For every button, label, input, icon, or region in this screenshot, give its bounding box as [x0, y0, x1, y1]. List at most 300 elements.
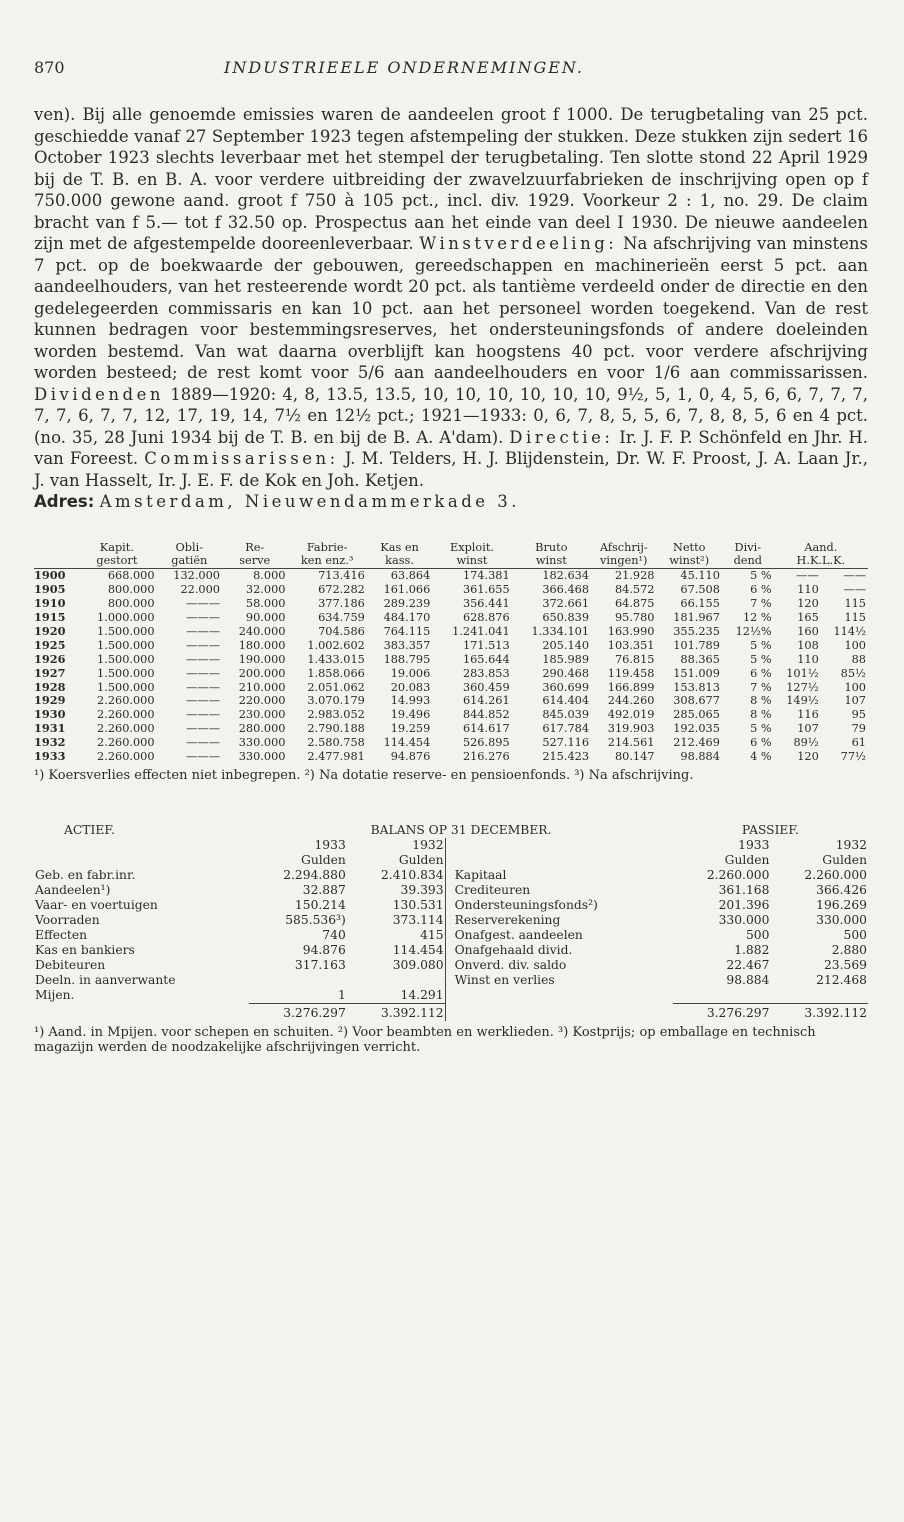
table-row: [34, 722, 868, 736]
table-cell: 114½: [833, 624, 866, 638]
table-cell: 1.241.041: [452, 624, 510, 638]
table-cell: 66.155: [680, 597, 720, 611]
table-cell: 8.000: [253, 569, 286, 583]
table-cell: 108: [797, 638, 819, 652]
table-cell: 614.617: [462, 722, 510, 736]
table-cell: 90.000: [245, 611, 286, 625]
passief-label: Crediteuren: [454, 883, 531, 897]
row-year: 1920: [34, 623, 66, 638]
actief-value-1932: [347, 973, 445, 988]
table-cell: 192.035: [673, 722, 720, 736]
stats-header-3: Re-: [245, 540, 265, 554]
stats-subheader-6: winst: [432, 554, 511, 568]
table-row: [34, 708, 868, 722]
table-cell: 360.459: [462, 680, 510, 694]
table-cell: 110: [797, 583, 819, 597]
passief-label: Ondersteuningsfonds²): [454, 898, 598, 912]
table-cell: 355.235: [673, 624, 720, 638]
stats-header-11: Aand.: [804, 540, 838, 554]
stats-subheader-11: H.K.L.K.: [774, 554, 868, 568]
table-cell: 79: [851, 722, 866, 736]
balance-row: [34, 988, 868, 1004]
table-cell: 120: [797, 750, 819, 764]
table-cell: 61: [851, 736, 866, 750]
row-year: 1933: [34, 749, 66, 764]
stats-subheader-4: ken enz.³: [287, 554, 366, 568]
passief-value-1932: 500: [843, 928, 867, 942]
actief-value-1933: 94.876: [302, 943, 346, 957]
table-cell: 182.634: [542, 569, 590, 583]
passief-total-1933: 3.276.297: [673, 1004, 771, 1022]
table-cell: 330.000: [238, 736, 286, 750]
row-year: 1900: [34, 568, 66, 583]
table-cell: 3.070.179: [307, 694, 365, 708]
table-cell: 844.852: [462, 708, 510, 722]
table-cell: 5 %: [750, 569, 772, 583]
row-year: 1925: [34, 637, 66, 652]
table-cell: 2.260.000: [97, 708, 155, 722]
row-year: 1926: [34, 651, 66, 666]
passief-value-1933: 98.884: [726, 973, 770, 987]
table-cell: 2.580.758: [307, 736, 365, 750]
table-cell: 80.147: [614, 750, 655, 764]
actief-value-1933: [249, 973, 347, 988]
emission-text: ven). Bij alle genoemde emissies waren de aandeelen groot f 1000. De terugbetaling van 25 pct. geschiedde vanaf 27 September 1923 tegen afstempeling der stukken. Deze stukken zijn sedert 16 October 1923 slechts leverbaar met het stempel der terugbetaling. Ten slotte stond 22 April 1929 bij de T. B. en B. A. voor verdere uitbreiding der zwavelzuurfabrieken de inschrijving open op f 750.000 gewone aand. groot f 750 à 105 pct., incl. div. 1929. Voorkeur 2 : 1, no. 29. De claim bracht van f 5.— tot f 32.50 op. Prospectus aan het einde van deel I 1930. De nieuwe aandeelen zijn met de afgestempelde dooreenleverbaar.: [34, 105, 868, 253]
table-cell: 6 %: [750, 666, 772, 680]
table-cell: 356.441: [462, 597, 510, 611]
row-year: 1915: [34, 610, 66, 625]
table-cell: 2.260.000: [97, 750, 155, 764]
passief-label: Reserverekening: [454, 913, 561, 927]
stats-header-5: Kas en: [380, 540, 419, 554]
stats-subheader-0: [34, 554, 77, 568]
passief-year-1933: 1933: [738, 838, 770, 852]
actief-year-1933: 1933: [314, 838, 346, 852]
table-cell: 319.903: [607, 722, 655, 736]
table-cell: 215.423: [542, 750, 590, 764]
table-cell: 166.899: [607, 680, 655, 694]
table-row: [34, 750, 868, 764]
passief-value-1932: 196.269: [816, 898, 867, 912]
passief-value-1933: 500: [745, 928, 770, 942]
passief-year-1932: 1932: [835, 838, 867, 852]
table-cell: 377.186: [318, 597, 365, 611]
stats-header-row-1: [34, 541, 868, 555]
balance-row: [34, 928, 868, 943]
row-year: 1928: [34, 679, 66, 694]
table-cell: 14.993: [390, 694, 431, 708]
financial-statistics-table: [34, 541, 868, 765]
table-cell: 116: [797, 708, 819, 722]
table-cell: 283.853: [462, 666, 510, 680]
table-cell: 526.895: [462, 736, 510, 750]
table-cell: 100: [844, 680, 866, 694]
table-cell: 240.000: [238, 624, 286, 638]
table-cell: 89½: [793, 736, 819, 750]
table-cell: 19.496: [390, 708, 431, 722]
stats-header-2: Obli-: [175, 540, 204, 554]
row-year: 1910: [34, 596, 66, 611]
table-cell: 1.500.000: [97, 680, 155, 694]
actief-value-1933: 740: [322, 928, 346, 942]
table-cell: ———: [186, 666, 220, 680]
table-cell: 21.928: [614, 569, 655, 583]
table-cell: 527.116: [542, 736, 590, 750]
table-cell: 1.500.000: [97, 666, 155, 680]
stats-header-1: Kapit.: [99, 540, 134, 554]
table-cell: 188.795: [383, 652, 431, 666]
table-cell: ———: [186, 694, 220, 708]
table-cell: 45.110: [680, 569, 720, 583]
table-cell: 1.000.000: [97, 611, 155, 625]
table-cell: ———: [186, 750, 220, 764]
table-cell: 5 %: [750, 722, 772, 736]
directie-text: Ir. J. F. P. Schönfeld en Jhr. H. van Foreest.: [34, 427, 868, 468]
stats-subheader-7: winst: [512, 554, 591, 568]
table-cell: 181.967: [673, 611, 720, 625]
stats-subheader-1: gestort: [77, 554, 156, 568]
table-cell: 1.500.000: [97, 652, 155, 666]
table-cell: 845.039: [542, 708, 590, 722]
table-cell: 492.019: [607, 708, 655, 722]
row-year: 1905: [34, 582, 66, 597]
table-cell: 160: [797, 624, 819, 638]
table-row: [34, 639, 868, 653]
table-cell: ———: [186, 611, 220, 625]
row-year: 1927: [34, 665, 66, 680]
table-cell: 19.006: [390, 666, 431, 680]
table-cell: 101½: [786, 666, 819, 680]
table-cell: 88: [851, 652, 866, 666]
table-cell: 634.759: [318, 611, 365, 625]
row-year: 1932: [34, 735, 66, 750]
table-cell: 220.000: [238, 694, 286, 708]
table-cell: 94.876: [390, 750, 431, 764]
table-cell: 63.864: [390, 569, 431, 583]
table-cell: 2.051.062: [307, 680, 365, 694]
table-cell: 2.983.052: [307, 708, 365, 722]
actief-year-1932: 1932: [412, 838, 444, 852]
balance-sheet-table: [34, 823, 868, 1021]
table-cell: 95.780: [614, 611, 655, 625]
table-cell: 101.789: [673, 638, 720, 652]
table-cell: 290.468: [542, 666, 590, 680]
table-cell: ——: [843, 583, 866, 597]
balance-total-row: [34, 1004, 868, 1022]
table-cell: 800.000: [107, 597, 155, 611]
table-cell: 383.357: [383, 638, 431, 652]
table-cell: 2.260.000: [97, 736, 155, 750]
table-row: [34, 583, 868, 597]
actief-total-1932: 3.392.112: [347, 1004, 445, 1022]
table-cell: ———: [186, 652, 220, 666]
table-cell: 84.572: [614, 583, 655, 597]
actief-label: Kas en bankiers: [35, 943, 135, 957]
table-cell: 230.000: [238, 708, 286, 722]
table-cell: 98.884: [680, 750, 720, 764]
passief-value-1932: 212.468: [816, 973, 867, 987]
table-cell: 6 %: [750, 736, 772, 750]
table-row: [34, 569, 868, 583]
table-cell: 7 %: [750, 597, 772, 611]
actief-value-1932: 130.531: [392, 898, 444, 912]
stats-header-0: [34, 541, 77, 555]
commissarissen-text: J. M. Telders, H. J. Blijdenstein, Dr. W. F. Proost, J. A. Laan Jr., J. van Hasselt, Ir. J. E. F. de Kok en Joh. Ketjen.: [34, 449, 868, 490]
passief-value-1932: 366.426: [816, 883, 867, 897]
table-cell: 628.876: [462, 611, 510, 625]
table-cell: 20.083: [390, 680, 431, 694]
passief-value-1933: 2.260.000: [706, 868, 770, 882]
passief-label: Winst en verlies: [454, 973, 555, 987]
balance-row: [34, 973, 868, 988]
balance-row: [34, 958, 868, 973]
table-row: [34, 625, 868, 639]
table-cell: 151.009: [673, 666, 720, 680]
table-cell: 85½: [840, 666, 866, 680]
directie-label: Directie:: [509, 427, 614, 447]
table-cell: 1.433.015: [307, 652, 365, 666]
dividenden-label: Dividenden: [34, 384, 165, 404]
table-cell: 361.655: [462, 583, 510, 597]
table-cell: 212.469: [673, 736, 720, 750]
table-cell: 132.000: [173, 569, 220, 583]
stats-subheader-5: kass.: [367, 554, 432, 568]
actief-label: Geb. en fabr.inr.: [35, 868, 136, 882]
table-cell: ———: [186, 736, 220, 750]
table-cell: ——: [843, 569, 866, 583]
table-cell: 668.000: [107, 569, 155, 583]
stats-header-7: Bruto: [535, 540, 568, 554]
table-cell: ———: [186, 708, 220, 722]
table-cell: 174.381: [462, 569, 510, 583]
stats-subheader-10: dend: [722, 554, 774, 568]
stats-header-row-2: [34, 554, 868, 568]
table-cell: ———: [186, 597, 220, 611]
table-cell: 614.404: [542, 694, 590, 708]
commissarissen-label: Commissarissen:: [144, 449, 339, 468]
actief-value-1932: 373.114: [392, 913, 444, 927]
passief-label: Onafgehaald divid.: [454, 943, 573, 957]
passief-value-1932: 23.569: [823, 958, 867, 972]
stats-header-8: Afschrij-: [599, 540, 648, 554]
passief-label: Onafgest. aandeelen: [454, 928, 583, 942]
table-row: [34, 681, 868, 695]
table-cell: 650.839: [542, 611, 590, 625]
table-cell: 19.259: [390, 722, 431, 736]
actief-label: Voorraden: [35, 913, 100, 927]
table-cell: 1.500.000: [97, 624, 155, 638]
actief-value-1933: 150.214: [294, 898, 346, 912]
table-cell: 372.661: [542, 597, 590, 611]
table-cell: 114.454: [383, 736, 431, 750]
passief-value-1933: [673, 988, 771, 1004]
actief-value-1932: 14.291: [400, 988, 444, 1002]
table-cell: 107: [844, 694, 866, 708]
table-cell: 180.000: [238, 638, 286, 652]
table-cell: 308.677: [673, 694, 720, 708]
passief-value-1932: 330.000: [816, 913, 867, 927]
stats-header-10: Divi-: [734, 540, 762, 554]
table-cell: 76.815: [614, 652, 655, 666]
table-cell: 7 %: [750, 680, 772, 694]
balance-sheet-body: [34, 823, 868, 1021]
passief-value-1932: [770, 988, 868, 1004]
table-cell: 214.561: [607, 736, 655, 750]
actief-value-1932: 309.080: [392, 958, 444, 972]
page-header: [34, 58, 868, 90]
table-cell: 77½: [840, 750, 866, 764]
balance-row: [34, 883, 868, 898]
actief-total-1933: 3.276.297: [249, 1004, 347, 1022]
table-cell: 280.000: [238, 722, 286, 736]
passief-value-1932: 2.260.000: [804, 868, 867, 882]
balance-footnotes: ¹) Aand. in Mpijen. voor schepen en schuiten. ²) Voor beambten en werklieden. ³) Kostprijs; op emballage en technisch magazijn werden de noodzakelijke afschrijvingen verricht.: [34, 1025, 816, 1055]
table-cell: 672.282: [318, 583, 365, 597]
balance-unit-row: [34, 853, 868, 868]
table-cell: 153.813: [673, 680, 720, 694]
table-cell: 360.699: [542, 680, 590, 694]
actief-value-1933: 317.163: [294, 958, 346, 972]
table-cell: ———: [186, 624, 220, 638]
table-cell: 289.239: [383, 597, 431, 611]
table-cell: 12½%: [735, 624, 772, 638]
passief-value-1933: 361.168: [718, 883, 770, 897]
passief-value-1933: 330.000: [718, 913, 770, 927]
table-cell: 120: [797, 597, 819, 611]
table-cell: 119.458: [607, 666, 655, 680]
row-year: 1931: [34, 721, 66, 736]
balance-year-row: [34, 838, 868, 853]
company-description: [34, 104, 868, 513]
table-cell: 210.000: [238, 680, 286, 694]
actief-unit-1932: Gulden: [398, 853, 444, 867]
table-cell: 12 %: [742, 611, 772, 625]
table-cell: ——: [796, 569, 819, 583]
table-row: [34, 736, 868, 750]
stats-subheader-9: winst²): [656, 554, 721, 568]
table-cell: 22.000: [180, 583, 220, 597]
table-cell: 244.260: [607, 694, 655, 708]
table-cell: 115: [844, 611, 866, 625]
passief-value-1932: 2.880: [831, 943, 867, 957]
table-cell: 216.276: [462, 750, 510, 764]
table-cell: 115: [844, 597, 866, 611]
table-cell: 617.784: [542, 722, 590, 736]
table-cell: 5 %: [750, 638, 772, 652]
table-cell: 8 %: [750, 708, 772, 722]
table-cell: 5 %: [750, 652, 772, 666]
actief-title: ACTIEF.: [64, 823, 115, 837]
document-page: [34, 58, 868, 1055]
table-cell: 100: [844, 638, 866, 652]
table-cell: 165: [797, 611, 819, 625]
balance-row: [34, 913, 868, 928]
table-cell: 330.000: [238, 750, 286, 764]
table-cell: 484.170: [383, 611, 431, 625]
table-cell: 165.644: [462, 652, 510, 666]
stats-header-6: Exploit.: [449, 540, 494, 554]
table-cell: 64.875: [614, 597, 655, 611]
table-cell: 8 %: [750, 694, 772, 708]
table-cell: 6 %: [750, 583, 772, 597]
table-cell: 161.066: [383, 583, 431, 597]
table-cell: 149½: [786, 694, 819, 708]
balance-title-row: [34, 823, 868, 838]
actief-label: Effecten: [35, 928, 88, 942]
row-year: 1930: [34, 707, 66, 722]
table-cell: 704.586: [318, 624, 365, 638]
table-cell: 2.260.000: [97, 694, 155, 708]
passief-label: Onverd. div. saldo: [454, 958, 567, 972]
table-cell: 800.000: [107, 583, 155, 597]
table-cell: 205.140: [542, 638, 590, 652]
table-cell: ———: [186, 722, 220, 736]
passief-value-1933: 201.396: [718, 898, 770, 912]
table-cell: 1.002.602: [307, 638, 365, 652]
table-cell: 110: [797, 652, 819, 666]
table-cell: 713.416: [318, 569, 365, 583]
table-cell: 1.858.066: [307, 666, 365, 680]
actief-value-1933: 585.536³): [285, 913, 346, 927]
table-row: [34, 667, 868, 681]
table-row: [34, 694, 868, 708]
table-cell: 2.790.188: [307, 722, 365, 736]
stats-footnotes: ¹) Koersverlies effecten niet inbegrepen. ²) Na dotatie reserve- en pensioenfonds. ³) Na afschrijving.: [34, 768, 694, 783]
table-cell: ———: [186, 680, 220, 694]
table-cell: 67.508: [680, 583, 720, 597]
table-cell: 1.500.000: [97, 638, 155, 652]
balance-row: [34, 943, 868, 958]
passief-label: [454, 988, 673, 1004]
passief-title: PASSIEF.: [741, 823, 799, 837]
adres-text: Amsterdam, Nieuwendammerkade 3.: [99, 492, 521, 511]
table-cell: 103.351: [607, 638, 655, 652]
table-cell: ———: [186, 638, 220, 652]
actief-label: Debiteuren: [35, 958, 106, 972]
dividenden-text: 1889—1920: 4, 8, 13.5, 13.5, 10, 10, 10, 10, 10, 10, 9½, 5, 1, 0, 4, 5, 6, 6, 7, 7, 7, 7, 7, 6, 7, 7, 12, 17, 19, 14, 7½ en 12½ pct.; 1921—1933: 0, 6, 7, 8, 5, 5, 6, 7, 8, 8, 5, 6 en 4 pct. (no. 35, 28 Juni 1934 bij de T. B. en bij de B. A. A'dam).: [34, 384, 868, 447]
stats-subheader-3: serve: [222, 554, 287, 568]
passief-value-1933: 22.467: [726, 958, 770, 972]
passief-unit-1933: Gulden: [724, 853, 770, 867]
passief-unit-1932: Gulden: [822, 853, 867, 867]
table-cell: 366.468: [542, 583, 590, 597]
actief-value-1932: 114.454: [392, 943, 444, 957]
table-cell: 285.065: [673, 708, 720, 722]
balance-row: [34, 868, 868, 883]
actief-value-1932: 2.410.834: [380, 868, 444, 882]
table-cell: 185.989: [542, 652, 590, 666]
table-cell: 32.000: [245, 583, 286, 597]
page-number: 870: [34, 58, 65, 77]
table-cell: 190.000: [238, 652, 286, 666]
table-cell: 171.513: [462, 638, 510, 652]
table-cell: 163.990: [607, 624, 655, 638]
actief-value-1932: 39.393: [400, 883, 444, 897]
passief-label: Kapitaal: [454, 868, 507, 882]
actief-unit-1933: Gulden: [301, 853, 346, 867]
stats-subheader-8: vingen¹): [591, 554, 656, 568]
table-cell: 127½: [786, 680, 819, 694]
table-cell: 4 %: [750, 750, 772, 764]
actief-label: Mijen.: [35, 988, 75, 1003]
winstverdeeling-text: Na afschrijving van minstens 7 pct. op de boekwaarde der gebouwen, gereedschappen en machinerieën eerst 5 pct. aan aandeelhouders, van het resteerende wordt 20 pct. als tantième verdeeld onder de directie en den gedelegeerden commissaris en kan 10 pct. aan het personeel worden toegekend. Van de rest kunnen bedragen voor bestemmingsreserves, het ondersteuningsfonds of andere doeleinden worden bestemd. Van wat daarna overblijft kan hoogstens 40 pct. voor verdere afschrijving worden besteed; de rest komt voor 5/6 aan aandeelhouders en voor 1/6 aan commissarissen.: [34, 234, 868, 382]
balance-title: BALANS OP 31 DECEMBER.: [370, 823, 552, 837]
actief-value-1933: 2.294.880: [283, 868, 346, 882]
table-cell: 2.477.981: [307, 750, 365, 764]
actief-value-1933: 32.887: [302, 883, 346, 897]
winstverdeeling-label: Winstverdeeling:: [419, 234, 618, 253]
passief-total-1932: 3.392.112: [770, 1004, 868, 1022]
